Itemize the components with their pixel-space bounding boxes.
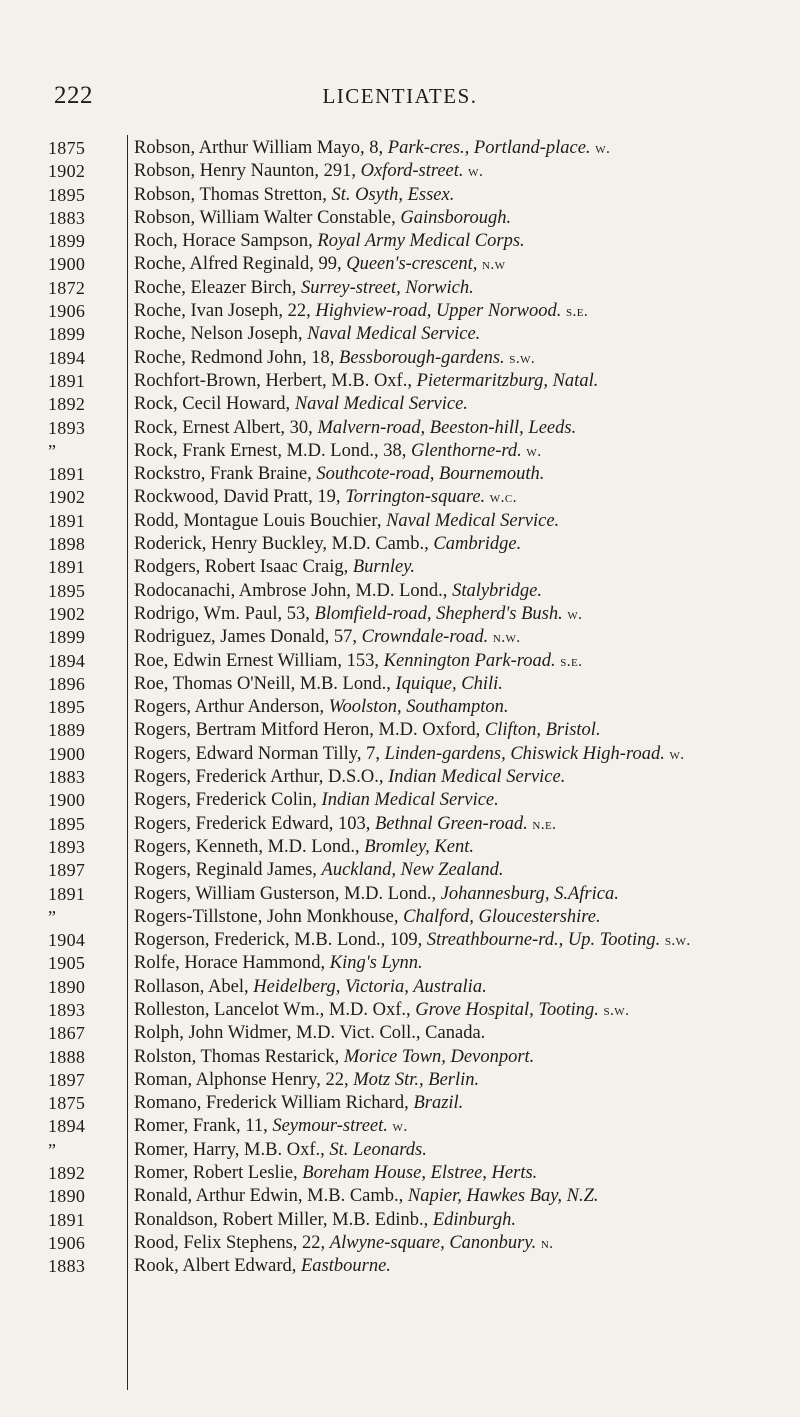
entry-address: Indian Medical Service. <box>321 790 499 811</box>
entry-text <box>134 277 780 300</box>
entry-row <box>0 766 800 789</box>
entry-name: Rochfort-Brown, Herbert, M.B. Oxf., <box>134 370 412 391</box>
entry-text <box>134 906 780 929</box>
entry-name: Roche, Nelson Joseph, <box>134 324 303 345</box>
entry-year: 1891 <box>48 370 86 391</box>
entry-text <box>134 160 780 183</box>
entry-text <box>134 883 780 906</box>
entry-name: Rogers, Edward Norman Tilly, 7, <box>134 743 380 764</box>
entry-district: n.w <box>482 256 506 274</box>
entry-row <box>0 207 800 230</box>
entry-year: 1900 <box>48 743 86 764</box>
entry-text <box>134 696 780 719</box>
entry-address: Napier, Hawkes Bay, N.Z. <box>407 1186 599 1207</box>
entry-name: Rock, Frank Ernest, M.D. Lond., 38, <box>134 440 407 461</box>
entry-text <box>134 650 780 673</box>
entry-name: Rogerson, Frederick, M.B. Lond., 109, <box>134 930 423 951</box>
entry-address: Pietermaritzburg, Natal. <box>416 370 599 391</box>
entry-address: Stalybridge. <box>452 580 542 601</box>
entry-address: Highview-road, Upper Norwood. <box>315 301 562 322</box>
entry-text <box>134 463 780 486</box>
entry-text <box>134 323 780 346</box>
entry-text <box>134 300 780 323</box>
entry-year: 1895 <box>48 184 86 205</box>
entry-name: Rogers, Frederick Arthur, D.S.O., <box>134 767 384 788</box>
entry-district: s.w. <box>603 1001 630 1019</box>
entry-text <box>134 1022 780 1045</box>
entry-row <box>0 1255 800 1278</box>
entry-name: Rock, Ernest Albert, 30, <box>134 417 313 438</box>
entry-year: 1906 <box>48 301 86 322</box>
entry-row <box>0 370 800 393</box>
entry-year: 1891 <box>48 510 86 531</box>
entry-year: 1888 <box>48 1046 86 1067</box>
entry-row <box>0 999 800 1022</box>
entry-name: Rockstro, Frank Braine, <box>134 464 312 485</box>
entry-row <box>0 719 800 742</box>
entry-address: Blomfield-road, Shepherd's Bush. <box>314 603 563 624</box>
entry-address: Indian Medical Service. <box>388 767 566 788</box>
entry-text <box>134 603 780 626</box>
entry-row <box>0 836 800 859</box>
entry-year: 1883 <box>48 207 86 228</box>
entry-year: 1896 <box>48 673 86 694</box>
entry-year: 1899 <box>48 627 86 648</box>
entry-name: Rolston, Thomas Restarick, <box>134 1046 340 1067</box>
entry-name: Rodriguez, James Donald, 57, <box>134 627 357 648</box>
entry-text <box>134 766 780 789</box>
entry-text <box>134 417 780 440</box>
entry-address: Seymour-street. <box>272 1116 388 1137</box>
running-head: LICENTIATES. <box>322 84 478 108</box>
entry-year: 1875 <box>48 138 86 158</box>
entry-name: Rodocanachi, Ambrose John, M.D. Lond., <box>134 580 448 601</box>
entry-text <box>134 673 780 696</box>
entry-row <box>0 230 800 253</box>
entry-row <box>0 393 800 416</box>
entry-name: Ronald, Arthur Edwin, M.B. Camb., <box>134 1186 404 1207</box>
entry-name: Roche, Alfred Reginald, 99, <box>134 254 342 275</box>
entry-address: Auckland, New Zealand. <box>321 860 504 881</box>
entry-name: Romer, Robert Leslie, <box>134 1163 298 1184</box>
entry-year: ” <box>48 906 57 927</box>
entry-row <box>0 510 800 533</box>
entry-text <box>134 743 800 766</box>
entry-name: Rogers, William Gusterson, M.D. Lond., <box>134 883 437 904</box>
entry-district: w. <box>526 442 542 460</box>
entry-name: Robson, Arthur William Mayo, 8, <box>134 138 384 158</box>
entry-row <box>0 137 800 160</box>
entry-row <box>0 184 800 207</box>
entry-name: Robson, William Walter Constable, <box>134 207 396 228</box>
entry-year: 1899 <box>48 231 86 252</box>
entry-year: 1897 <box>48 1069 86 1090</box>
entry-address: Queen's-crescent, <box>346 254 478 275</box>
entry-address: Malvern-road, Beeston-hill, Leeds. <box>317 417 577 438</box>
entry-year: 1891 <box>48 883 86 904</box>
entry-address: Royal Army Medical Corps. <box>317 231 525 252</box>
entry-name: Romer, Harry, M.B. Oxf., <box>134 1139 325 1160</box>
entry-district: s.w. <box>509 349 536 367</box>
entry-name: Roch, Horace Sampson, <box>134 231 313 252</box>
entry-row <box>0 463 800 486</box>
entry-address: Linden-gardens, Chiswick High-road. <box>384 743 665 764</box>
entry-name: Roche, Redmond John, 18, <box>134 347 335 368</box>
entry-text <box>134 393 780 416</box>
entry-year: 1893 <box>48 836 86 857</box>
entry-address: Grove Hospital, Tooting. <box>415 999 599 1020</box>
entry-row <box>0 1115 800 1138</box>
entry-year: 1895 <box>48 697 86 718</box>
entry-address: Edinburgh. <box>432 1209 516 1230</box>
entry-row <box>0 486 800 509</box>
entry-text <box>134 347 780 370</box>
entry-text <box>134 789 780 812</box>
entry-name: Roderick, Henry Buckley, M.D. Camb., <box>134 534 429 555</box>
entry-address: Surrey-street, Norwich. <box>300 277 474 298</box>
entry-year: 1902 <box>48 487 86 508</box>
entry-year: 1894 <box>48 1116 86 1137</box>
entry-text <box>134 813 780 836</box>
entry-row <box>0 556 800 579</box>
entry-text <box>134 859 780 882</box>
entry-district: w. <box>567 605 583 623</box>
entry-year: 1895 <box>48 580 86 601</box>
entry-row <box>0 1069 800 1092</box>
entry-name: Rollason, Abel, <box>134 976 249 997</box>
entry-text <box>134 952 780 975</box>
entry-row <box>0 160 800 183</box>
entry-district: w. <box>669 745 685 763</box>
entry-text <box>134 719 780 742</box>
entry-year: 1891 <box>48 464 86 485</box>
entry-year: 1895 <box>48 813 86 834</box>
entry-text <box>134 1115 780 1138</box>
entry-year: 1867 <box>48 1023 86 1044</box>
entry-address: King's Lynn. <box>329 953 423 974</box>
entry-row <box>0 813 800 836</box>
entry-row <box>0 1092 800 1115</box>
entry-year: 1875 <box>48 1093 86 1114</box>
entry-text <box>134 556 780 579</box>
entry-address: Burnley. <box>352 557 416 578</box>
entry-district: n.e. <box>532 815 557 833</box>
entry-row <box>0 859 800 882</box>
entry-name: Rogers, Reginald James, <box>134 860 317 881</box>
entry-address: Boreham House, Elstree, Herts. <box>302 1163 538 1184</box>
entry-row <box>0 603 800 626</box>
entry-text <box>134 486 780 509</box>
entry-year: 1902 <box>48 161 86 182</box>
entry-year: 1890 <box>48 976 86 997</box>
entry-name: Rogers, Frederick Colin, <box>134 790 317 811</box>
licentiate-list <box>0 137 800 1279</box>
entry-year: 1890 <box>48 1186 86 1207</box>
entry-address: Heidelberg, Victoria, Australia. <box>253 976 487 997</box>
entry-name: Robson, Henry Naunton, 291, <box>134 161 356 182</box>
entry-year: 1889 <box>48 720 86 741</box>
entry-row <box>0 1209 800 1232</box>
entry-name: Rolfe, Horace Hammond, <box>134 953 326 974</box>
entry-text <box>134 533 780 556</box>
entry-year: 1897 <box>48 860 86 881</box>
entry-year: 1883 <box>48 767 86 788</box>
entry-address: Southcote-road, Bournemouth. <box>316 464 545 485</box>
entry-address: Naval Medical Service. <box>294 394 468 415</box>
entry-name: Robson, Thomas Stretton, <box>134 184 327 205</box>
entry-row <box>0 789 800 812</box>
page-header <box>0 82 800 116</box>
entry-text <box>134 1046 780 1069</box>
entry-name: Roe, Edwin Ernest William, 153, <box>134 650 380 671</box>
entry-address: Chalford, Gloucestershire. <box>403 906 601 927</box>
entry-year: 1900 <box>48 254 86 275</box>
entry-row <box>0 1139 800 1162</box>
entry-text <box>134 836 780 859</box>
entry-name: Roche, Eleazer Birch, <box>134 277 297 298</box>
entry-address: Iquique, Chili. <box>395 673 503 694</box>
entry-address: Kennington Park-road. <box>383 650 556 671</box>
entry-district: w. <box>595 140 611 157</box>
entry-text <box>134 370 780 393</box>
entry-year: 1893 <box>48 417 86 438</box>
entry-text <box>134 230 780 253</box>
entry-district: n.w. <box>492 629 521 647</box>
entry-year: ” <box>48 440 57 461</box>
entry-row <box>0 300 800 323</box>
entry-row <box>0 580 800 603</box>
entry-address: Eastbourne. <box>301 1256 391 1277</box>
entry-text <box>134 1092 780 1115</box>
entry-name: Ronaldson, Robert Miller, M.B. Edinb., <box>134 1209 429 1230</box>
entry-name: Roe, Thomas O'Neill, M.B. Lond., <box>134 673 391 694</box>
entry-name: Rodd, Montague Louis Bouchier, <box>134 510 382 531</box>
entry-year: 1899 <box>48 324 86 345</box>
entry-row <box>0 743 800 766</box>
entry-text <box>134 253 780 276</box>
entry-address: Bethnal Green-road. <box>374 813 528 834</box>
entry-row <box>0 277 800 300</box>
entry-name: Rockwood, David Pratt, 19, <box>134 487 341 508</box>
entry-address: St. Leonards. <box>329 1139 427 1160</box>
entry-address: Brazil. <box>413 1093 464 1114</box>
entry-name: Rogers-Tillstone, John Monkhouse, <box>134 906 399 927</box>
entry-name: Rodrigo, Wm. Paul, 53, <box>134 603 310 624</box>
entry-address: Johannesburg, S.Africa. <box>440 883 619 904</box>
entry-address: Streathbourne-rd., Up. Tooting. <box>426 930 661 951</box>
entry-text <box>134 1209 780 1232</box>
entry-year: 1892 <box>48 394 86 415</box>
entry-text <box>134 580 780 603</box>
entry-text <box>134 440 780 463</box>
entry-district: w.c. <box>489 489 517 507</box>
entry-text <box>134 1185 780 1208</box>
entry-address: Glenthorne-rd. <box>410 440 522 461</box>
entry-district: s.e. <box>565 303 589 321</box>
entry-address: Bromley, Kent. <box>364 836 474 857</box>
entry-text <box>134 976 780 999</box>
entry-address: Bessborough-gardens. <box>339 347 505 368</box>
entry-year: 1902 <box>48 603 86 624</box>
entry-year: 1892 <box>48 1163 86 1184</box>
entry-name: Romano, Frederick William Richard, <box>134 1093 409 1114</box>
entry-address: St. Osyth, Essex. <box>331 184 455 205</box>
entry-year: 1872 <box>48 277 86 298</box>
entry-row <box>0 976 800 999</box>
entry-text <box>134 1232 780 1255</box>
entry-name: Romer, Frank, 11, <box>134 1116 268 1137</box>
entry-name: Rock, Cecil Howard, <box>134 394 291 415</box>
entry-row <box>0 696 800 719</box>
entry-year: 1904 <box>48 930 86 951</box>
entry-row <box>0 883 800 906</box>
entry-name: Rook, Albert Edward, <box>134 1256 297 1277</box>
entry-text <box>134 929 800 952</box>
entry-row <box>0 1185 800 1208</box>
entry-address: Naval Medical Service. <box>386 510 560 531</box>
entry-row <box>0 952 800 975</box>
entry-address: Crowndale-road. <box>361 627 489 648</box>
entry-row <box>0 417 800 440</box>
entry-text <box>134 184 780 207</box>
entry-name: Roche, Ivan Joseph, 22, <box>134 301 311 322</box>
entry-name: Rodgers, Robert Isaac Craig, <box>134 557 349 578</box>
entry-row <box>0 929 800 952</box>
entry-name: Roman, Alphonse Henry, 22, <box>134 1069 349 1090</box>
entry-name: Rolleston, Lancelot Wm., M.D. Oxf., <box>134 999 411 1020</box>
entry-name: Rolph, John Widmer, M.D. Vict. Coll., Canada. <box>134 1023 486 1044</box>
entry-address: Park-cres., Portland-place. <box>387 138 591 158</box>
entry-year: 1891 <box>48 557 86 578</box>
entry-text <box>134 1069 780 1092</box>
entry-district: s.w. <box>664 932 691 950</box>
entry-row <box>0 533 800 556</box>
entry-year: 1906 <box>48 1232 86 1253</box>
entry-text <box>134 1139 780 1162</box>
entry-text <box>134 510 780 533</box>
entry-address: Morice Town, Devonport. <box>343 1046 535 1067</box>
entry-year: 1898 <box>48 534 86 555</box>
entry-row <box>0 347 800 370</box>
entry-name: Rood, Felix Stephens, 22, <box>134 1232 326 1253</box>
entry-district: w. <box>468 163 484 181</box>
entry-row <box>0 673 800 696</box>
entry-address: Naval Medical Service. <box>307 324 481 345</box>
entry-year: 1894 <box>48 650 86 671</box>
entry-row <box>0 906 800 929</box>
entry-row <box>0 1022 800 1045</box>
entry-address: Gainsborough. <box>400 207 512 228</box>
entry-row <box>0 1232 800 1255</box>
entry-row <box>0 440 800 463</box>
entry-address: Cambridge. <box>433 534 522 555</box>
page-number: 222 <box>54 82 93 109</box>
entry-row <box>0 626 800 649</box>
entry-address: Clifton, Bristol. <box>484 720 601 741</box>
entry-text <box>134 207 780 230</box>
entry-text <box>134 137 780 160</box>
entry-row <box>0 1046 800 1069</box>
entry-address: Woolston, Southampton. <box>328 697 509 718</box>
entry-year: 1900 <box>48 790 86 811</box>
entry-name: Rogers, Frederick Edward, 103, <box>134 813 371 834</box>
entry-text <box>134 999 780 1022</box>
entry-district: s.e. <box>560 652 583 670</box>
entry-year: 1894 <box>48 347 86 368</box>
entry-name: Rogers, Bertram Mitford Heron, M.D. Oxford, <box>134 720 481 741</box>
entry-year: ” <box>48 1139 57 1160</box>
entry-year: 1893 <box>48 999 86 1020</box>
entry-name: Rogers, Arthur Anderson, <box>134 697 325 718</box>
entry-address: Motz Str., Berlin. <box>353 1069 480 1090</box>
entry-year: 1883 <box>48 1256 86 1277</box>
entry-row <box>0 1162 800 1185</box>
entry-district: n. <box>540 1234 554 1252</box>
entry-year: 1905 <box>48 953 86 974</box>
entry-row <box>0 253 800 276</box>
entry-text <box>134 626 780 649</box>
entry-text <box>134 1162 780 1185</box>
entry-district: w. <box>392 1118 408 1136</box>
entry-row <box>0 323 800 346</box>
entry-address: Alwyne-square, Canonbury. <box>329 1232 537 1253</box>
entry-address: Oxford-street. <box>360 161 464 182</box>
entry-name: Rogers, Kenneth, M.D. Lond., <box>134 836 360 857</box>
entry-year: 1891 <box>48 1209 86 1230</box>
entry-text <box>134 1255 780 1278</box>
entry-address: Torrington-square. <box>345 487 486 508</box>
entry-row <box>0 650 800 673</box>
